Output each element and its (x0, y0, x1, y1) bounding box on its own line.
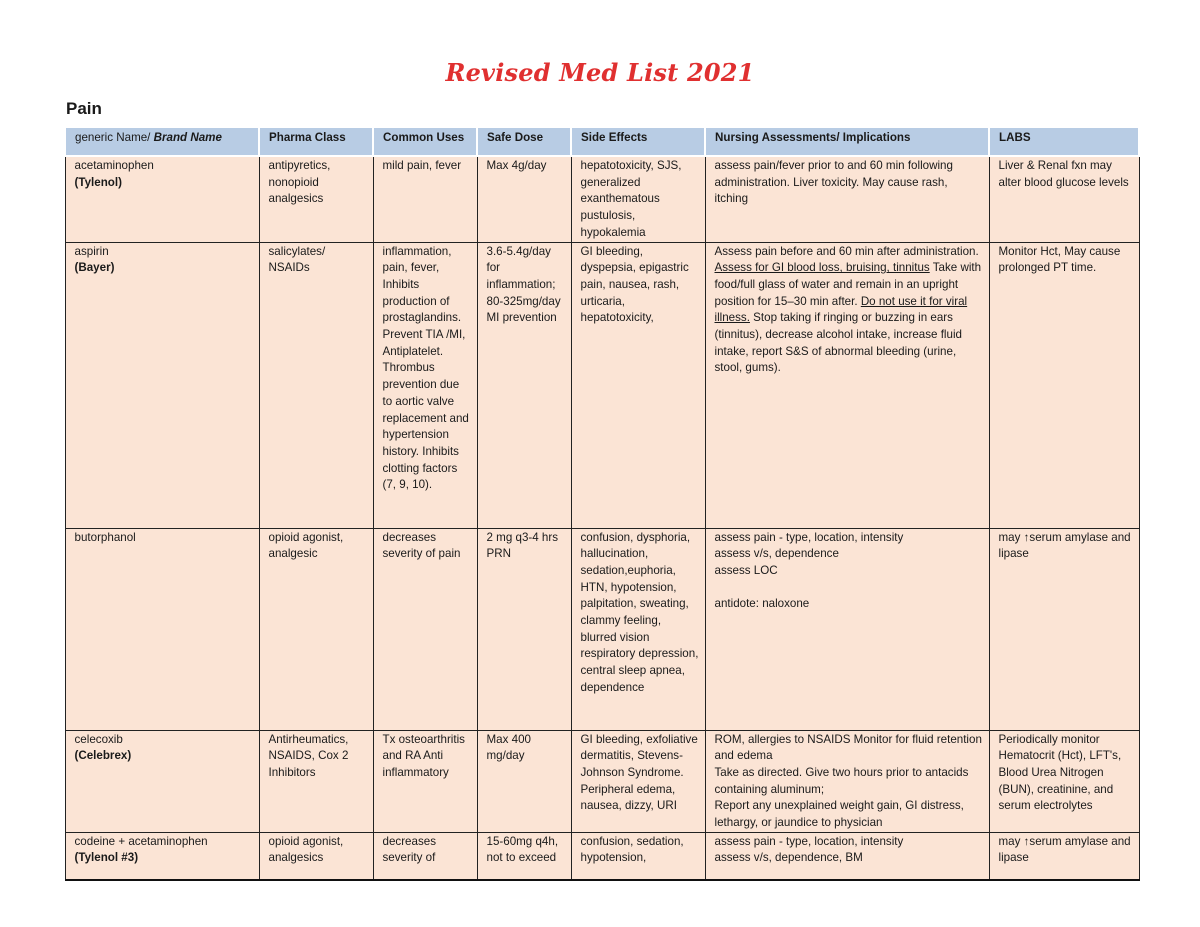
brand-name: (Celebrex) (74, 749, 132, 763)
cell-safe-dose: Max 400 mg/day (477, 730, 571, 832)
brand-name: (Bayer) (74, 261, 115, 275)
cell-pharma-class: opioid agonist, analgesics (259, 832, 373, 880)
cell-common-uses: mild pain, fever (373, 156, 477, 242)
header-common-uses: Common Uses (373, 127, 477, 156)
cell-safe-dose: 3.6-5.4g/day for inflammation; 80-325mg/day MI prevention (477, 242, 571, 528)
medication-table (64, 126, 1140, 881)
underlined-warning: Do not use it for viral illness. (714, 294, 968, 325)
cell-pharma-class: salicylates/ NSAIDs (259, 242, 373, 528)
cell-nursing: assess pain - type, location, intensity assess v/s, dependence, BM (705, 832, 989, 880)
section-heading: Pain (66, 99, 102, 118)
cell-labs: Liver & Renal fxn may alter blood glucose levels (989, 156, 1139, 242)
header-side-effects: Side Effects (571, 127, 705, 156)
cell-labs: may ↑serum amylase and lipase (989, 832, 1139, 880)
generic-name: acetaminophen (74, 159, 154, 172)
cell-side-effects: confusion, dysphoria, hallucination, sedation,euphoria, HTN, hypotension, palpitation, sweating, clammy feeling, blurred vision respiratory depression, central sleep apnea, dependence (571, 528, 705, 730)
cell-side-effects: hepatotoxicity, SJS, generalized exanthematous pustulosis, hypokalemia (571, 156, 705, 242)
header-labs: LABS (989, 127, 1139, 156)
cell-pharma-class: antipyretics, nonopioid analgesics (259, 156, 373, 242)
cell-side-effects: GI bleeding, exfoliative dermatitis, Stevens-Johnson Syndrome. Peripheral edema, nausea, dizzy, URI (571, 730, 705, 832)
cell-pharma-class: Antirheumatics, NSAIDS, Cox 2 Inhibitors (259, 730, 373, 832)
underlined-warning: Assess for GI blood loss, bruising, tinnitus (714, 261, 930, 275)
cell-drug-name (65, 832, 259, 880)
cell-safe-dose: 2 mg q3-4 hrs PRN (477, 528, 571, 730)
cell-pharma-class: opioid agonist, analgesic (259, 528, 373, 730)
cell-nursing: Assess pain before and 60 min after administration. Assess for GI blood loss, bruising, tinnitus Take with food/full glass of water and remain in an upright position for 15–30 min after. Do not use it for viral illness. Stop taking if ringing or buzzing in ears (tinnitus), decrease alcohol intake, increase fluid intake, report S&S of abnormal bleeding (urine, stool, gums). (705, 242, 989, 528)
table-row (65, 730, 1139, 832)
cell-nursing: ROM, allergies to NSAIDS Monitor for fluid retention and edema Take as directed. Give two hours prior to antacids containing aluminum; Report any unexplained weight gain, GI distress, lethargy, or jaundice to physician (705, 730, 989, 832)
table-row (65, 156, 1139, 242)
cell-safe-dose: 15-60mg q4h, not to exceed (477, 832, 571, 880)
table-row (65, 242, 1139, 528)
cell-nursing: assess pain - type, location, intensity assess v/s, dependence assess LOC antidote: naloxone (705, 528, 989, 730)
table-header-row (65, 127, 1139, 156)
document-title: Revised Med List 2021 (445, 58, 755, 87)
brand-name: (Tylenol #3) (74, 851, 139, 865)
header-nursing: Nursing Assessments/ Implications (705, 127, 989, 156)
cell-drug-name (65, 730, 259, 832)
cell-nursing: assess pain/fever prior to and 60 min following administration. Liver toxicity. May cause rash, itching (705, 156, 989, 242)
cell-side-effects: confusion, sedation, hypotension, (571, 832, 705, 880)
generic-name: celecoxib (74, 732, 123, 746)
table-row (65, 832, 1139, 880)
table-row (65, 528, 1139, 730)
cell-common-uses: Tx osteoarthritis and RA Anti inflammatory (373, 730, 477, 832)
cell-side-effects: GI bleeding, dyspepsia, epigastric pain, nausea, rash, urticaria, hepatotoxicity, (571, 242, 705, 528)
cell-safe-dose: Max 4g/day (477, 156, 571, 242)
cell-drug-name (65, 156, 259, 242)
generic-name: codeine + acetaminophen (74, 834, 208, 848)
header-brand: Brand Name (150, 131, 222, 144)
cell-common-uses: inflammation, pain, fever, Inhibits production of prostaglandins. Prevent TIA /MI, Antiplatelet. Thrombus prevention due to aortic valve replacement and hypertension history. Inhibits clotting factors (7, 9, 10). (373, 242, 477, 528)
cell-common-uses: decreases severity of pain (373, 528, 477, 730)
cell-drug-name (65, 528, 259, 730)
cell-labs: Periodically monitor Hematocrit (Hct), LFT's, Blood Urea Nitrogen (BUN), creatinine, and serum electrolytes (989, 730, 1139, 832)
header-generic-brand (65, 127, 259, 156)
generic-name: aspirin (74, 244, 109, 258)
header-generic: generic Name/ (75, 131, 151, 144)
cell-labs: Monitor Hct, May cause prolonged PT time. (989, 242, 1139, 528)
cell-common-uses: decreases severity of (373, 832, 477, 880)
generic-name: butorphanol (74, 530, 136, 544)
brand-name: (Tylenol) (74, 175, 122, 189)
cell-labs: may ↑serum amylase and lipase (989, 528, 1139, 730)
cell-drug-name (65, 242, 259, 528)
header-pharma-class: Pharma Class (259, 127, 373, 156)
header-safe-dose: Safe Dose (477, 127, 571, 156)
